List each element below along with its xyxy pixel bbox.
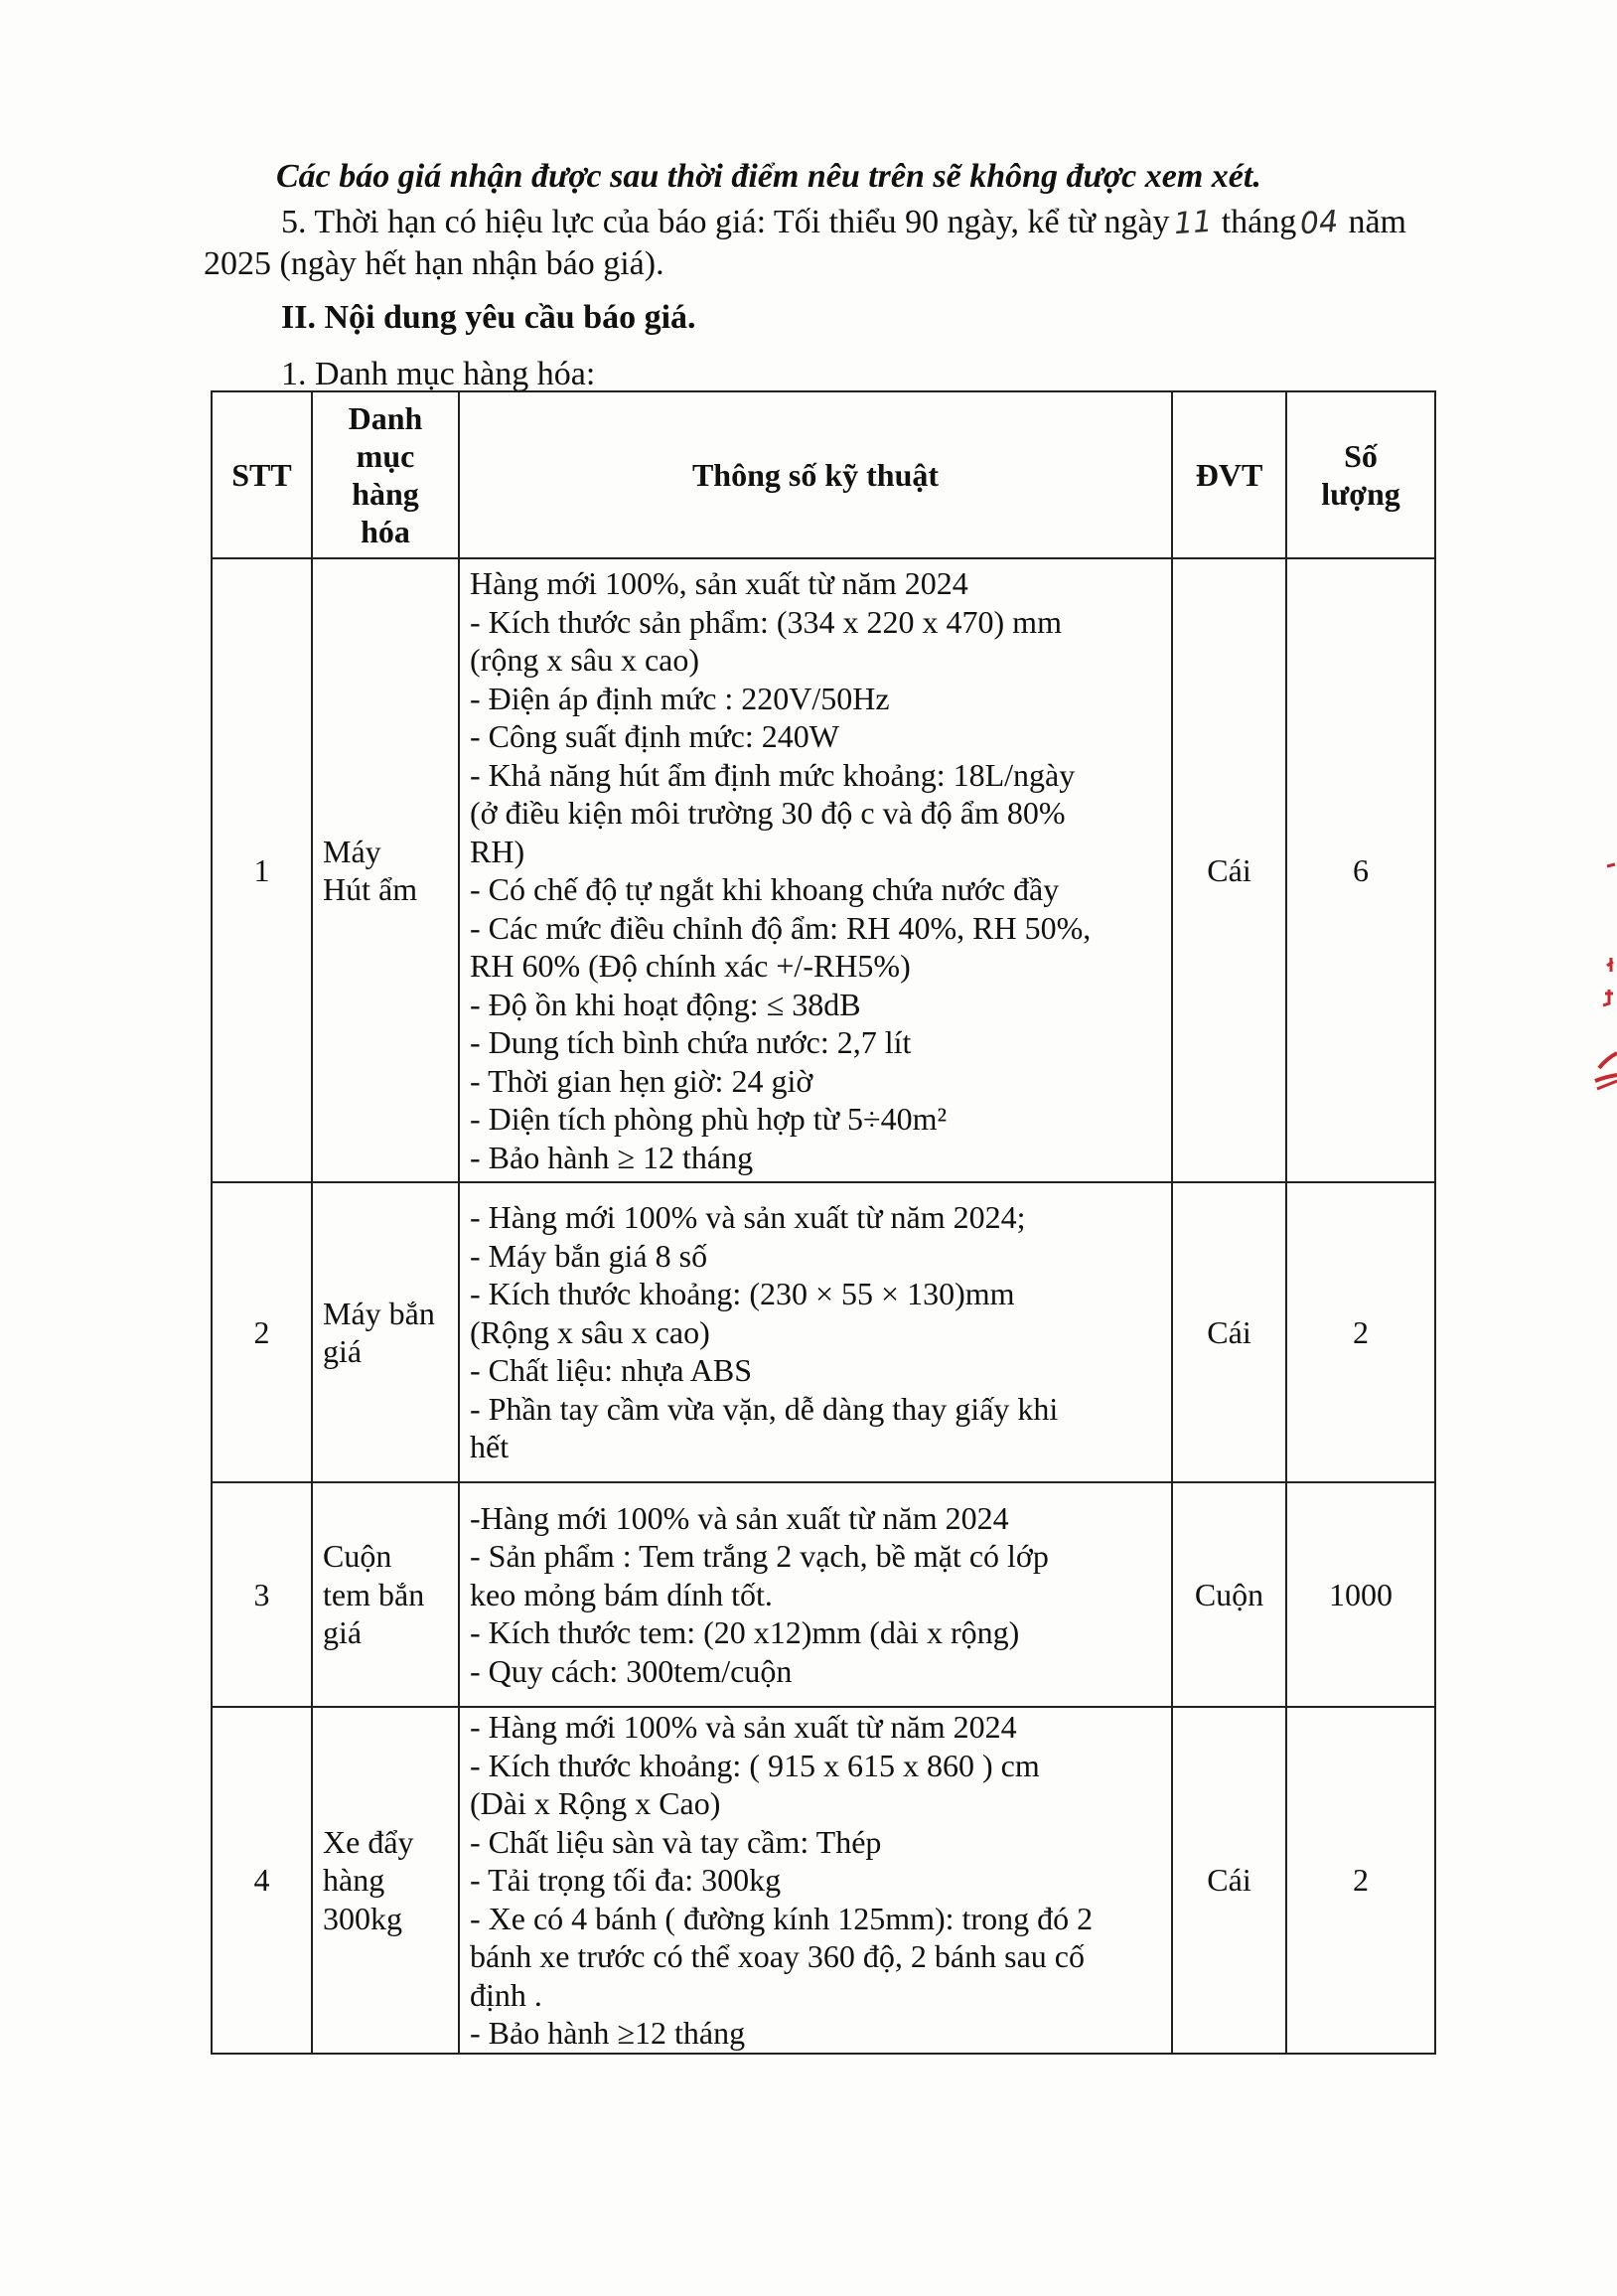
header-qty-line: lượng xyxy=(1321,476,1400,512)
goods-list-title: 1. Danh mục hàng hóa: xyxy=(281,356,596,392)
cell-stt: 4 xyxy=(212,1707,312,2054)
spec-line: - Công suất định mức: 240W xyxy=(470,718,839,754)
table-body xyxy=(212,558,1435,2054)
item-name-line: giá xyxy=(323,1614,363,1651)
header-qty-line: Số xyxy=(1344,438,1378,474)
spec-line: - Phần tay cầm vừa vặn, dễ dàng thay giấy khi xyxy=(470,1390,1059,1427)
cell-spec xyxy=(459,558,1172,1182)
item-name-line: Hút ẩm xyxy=(323,871,418,907)
spec-line: - Có chế độ tự ngắt khi khoang chứa nước đầy xyxy=(470,871,1060,907)
spec-line: (Rộng x sâu x cao) xyxy=(470,1313,710,1350)
spec-line: - Chất liệu sàn và tay cầm: Thép xyxy=(470,1823,882,1860)
year-label: năm xyxy=(1348,204,1407,240)
item-name-line: tem bắn xyxy=(323,1576,425,1612)
spec-line: - Dung tích bình chứa nước: 2,7 lít xyxy=(470,1024,912,1060)
cell-quantity: 6 xyxy=(1286,558,1435,1182)
header-name-line: hàng xyxy=(352,476,419,512)
cell-unit: Cái xyxy=(1172,1182,1286,1482)
month-label: tháng xyxy=(1221,204,1297,240)
spec-line: - Kích thước tem: (20 x12)mm (dài x rộng) xyxy=(470,1614,1020,1651)
cell-quantity: 2 xyxy=(1286,1182,1435,1482)
spec-line: - Xe có 4 bánh ( đường kính 125mm): trong đó 2 xyxy=(470,1900,1094,1936)
cell-item-name xyxy=(312,1707,459,2054)
spec-line: RH) xyxy=(470,833,525,869)
spec-line: - Hàng mới 100% và sản xuất từ năm 2024 xyxy=(470,1709,1017,1746)
header-name-line: hóa xyxy=(361,514,410,549)
spec-line: Hàng mới 100%, sản xuất từ năm 2024 xyxy=(470,565,968,601)
goods-table xyxy=(211,390,1436,2055)
handwritten-day: 11 xyxy=(1172,204,1213,242)
header-qty xyxy=(1286,391,1435,558)
handwritten-month: 04 xyxy=(1299,204,1340,242)
cell-spec xyxy=(459,1707,1172,2054)
section-title: II. Nội dung yêu cầu báo giá. xyxy=(281,299,696,336)
cell-item-name xyxy=(312,1182,459,1482)
header-name-line: mục xyxy=(356,438,415,474)
header-name xyxy=(312,391,459,558)
validity-prefix: 5. Thời hạn có hiệu lực của báo giá: Tối thiểu 90 ngày, kể từ ngày xyxy=(281,204,1170,240)
spec-line: keo mỏng bám dính tốt. xyxy=(470,1576,773,1612)
cell-spec xyxy=(459,1482,1172,1707)
cell-stt: 3 xyxy=(212,1482,312,1707)
table-header-row xyxy=(212,391,1435,558)
item-name-line: Máy bắn xyxy=(323,1295,435,1331)
spec-line: (rộng x sâu x cao) xyxy=(470,642,700,678)
spec-line: - Kích thước khoảng: ( 915 x 615 x 860 ) cm xyxy=(470,1747,1040,1783)
validity-statement xyxy=(281,203,1406,243)
spec-line: - Điện áp định mức : 220V/50Hz xyxy=(470,680,890,716)
header-name-line: Danh xyxy=(348,400,423,436)
red-stamp-fragment xyxy=(1577,854,1617,1152)
table-row xyxy=(212,1182,1435,1482)
spec-line: - Máy bắn giá 8 số xyxy=(470,1237,708,1274)
spec-line: - Quy cách: 300tem/cuộn xyxy=(470,1652,793,1689)
cell-unit: Cái xyxy=(1172,558,1286,1182)
cell-spec xyxy=(459,1182,1172,1482)
table-row xyxy=(212,1707,1435,2054)
spec-line: (ở điều kiện môi trường 30 độ c và độ ẩm 80% xyxy=(470,795,1066,831)
header-spec: Thông số kỹ thuật xyxy=(459,391,1172,558)
spec-line: - Bảo hành ≥ 12 tháng xyxy=(470,1139,754,1175)
spec-line: bánh xe trước có thể xoay 360 độ, 2 bánh sau cố xyxy=(470,1938,1085,1975)
table-row xyxy=(212,558,1435,1182)
spec-line: - Bảo hành ≥12 tháng xyxy=(470,2015,746,2052)
cell-item-name xyxy=(312,558,459,1182)
spec-line: - Kích thước khoảng: (230 × 55 × 130)mm xyxy=(470,1276,1015,1312)
spec-line: - Tải trọng tối đa: 300kg xyxy=(470,1862,782,1899)
table-row xyxy=(212,1482,1435,1707)
spec-line: - Diện tích phòng phù hợp từ 5÷40m² xyxy=(470,1101,948,1137)
item-name-line: Xe đẩy xyxy=(323,1823,414,1860)
spec-line: -Hàng mới 100% và sản xuất từ năm 2024 xyxy=(470,1499,1009,1536)
validity-year-line: 2025 (ngày hết hạn nhận báo giá). xyxy=(204,245,664,282)
item-name-line: Máy xyxy=(323,833,381,869)
item-name-line: 300kg xyxy=(323,1900,402,1936)
cell-unit: Cái xyxy=(1172,1707,1286,2054)
spec-line: - Sản phẩm : Tem trắng 2 vạch, bề mặt có lớp xyxy=(470,1538,1049,1575)
cell-quantity: 1000 xyxy=(1286,1482,1435,1707)
spec-line: - Hàng mới 100% và sản xuất từ năm 2024; xyxy=(470,1199,1026,1236)
spec-line: - Các mức điều chỉnh độ ẩm: RH 40%, RH 50%, xyxy=(470,909,1092,946)
header-unit: ĐVT xyxy=(1172,391,1286,558)
spec-line: - Kích thước sản phẩm: (334 x 220 x 470) mm xyxy=(470,603,1062,640)
spec-line: định . xyxy=(470,1976,542,2013)
item-name-line: giá xyxy=(323,1333,363,1369)
cell-stt: 2 xyxy=(212,1182,312,1482)
header-stt: STT xyxy=(212,391,312,558)
deadline-note: Các báo giá nhận được sau thời điểm nêu trên sẽ không được xem xét. xyxy=(276,158,1261,195)
cell-unit: Cuộn xyxy=(1172,1482,1286,1707)
spec-line: hết xyxy=(470,1429,510,1465)
spec-line: (Dài x Rộng x Cao) xyxy=(470,1785,721,1822)
item-name-line: hàng xyxy=(323,1862,385,1899)
spec-line: RH 60% (Độ chính xác +/-RH5%) xyxy=(470,948,911,984)
spec-line: - Độ ồn khi hoạt động: ≤ 38dB xyxy=(470,986,861,1022)
spec-line: - Khả năng hút ẩm định mức khoảng: 18L/ngày xyxy=(470,756,1076,793)
spec-line: - Chất liệu: nhựa ABS xyxy=(470,1352,752,1389)
cell-quantity: 2 xyxy=(1286,1707,1435,2054)
cell-item-name xyxy=(312,1482,459,1707)
item-name-line: Cuộn xyxy=(323,1538,392,1575)
cell-stt: 1 xyxy=(212,558,312,1182)
spec-line: - Thời gian hẹn giờ: 24 giờ xyxy=(470,1062,813,1099)
